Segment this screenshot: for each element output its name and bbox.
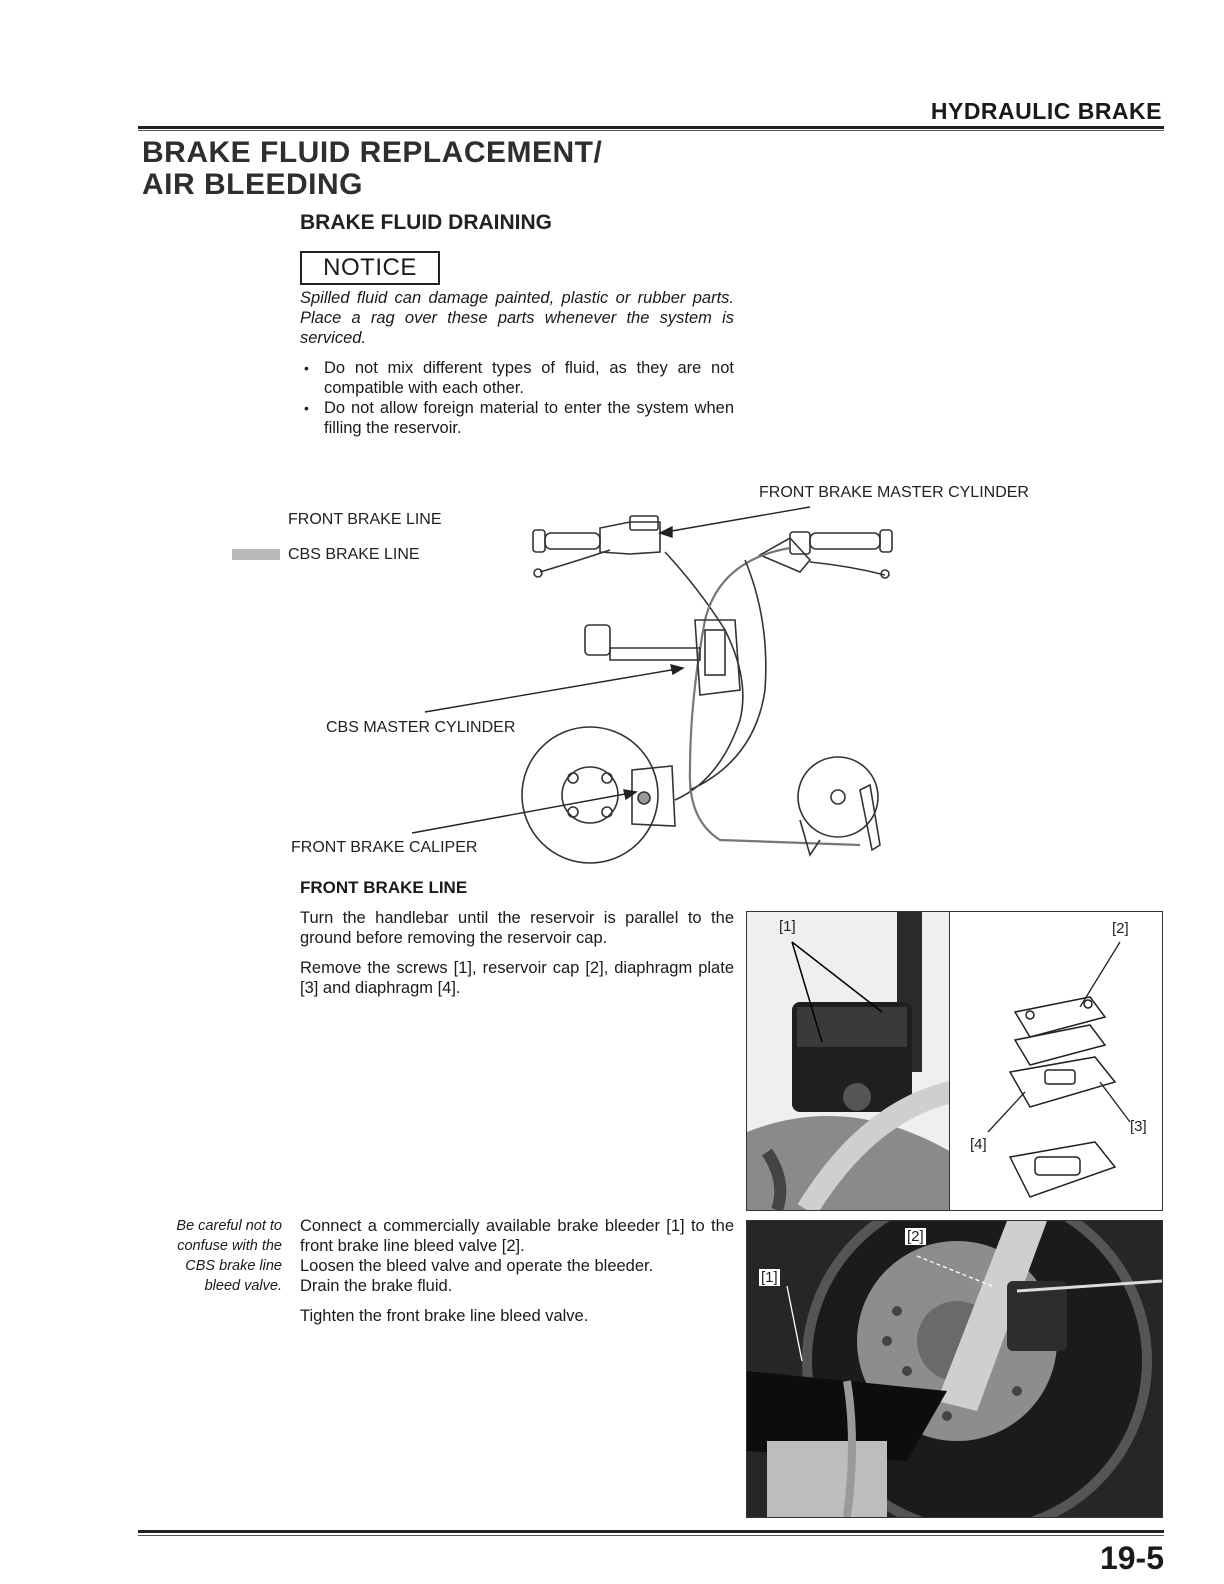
legend-cbs-swatch [232, 549, 280, 560]
photo1-callout-2: [2] [1112, 920, 1129, 937]
label-front-brake-caliper: FRONT BRAKE CALIPER [291, 839, 478, 856]
footer-rule [138, 1530, 1164, 1533]
master-cylinder-photo [746, 911, 952, 1211]
brake-system-diagram [400, 500, 920, 880]
page-title [142, 137, 602, 201]
tighten-instruction: Tighten the front brake line bleed valve. [300, 1307, 589, 1325]
cbs-lever-bracket [760, 538, 810, 572]
photo2-callout-1: [1] [761, 1269, 778, 1286]
removal-instruction: Remove the screws [1], reservoir cap [2], diaphragm plate [3] and diaphragm [4]. [300, 959, 734, 997]
label-cbs-master-cylinder: CBS MASTER CYLINDER [326, 719, 516, 736]
page-title-line1: BRAKE FLUID REPLACEMENT/ [142, 136, 603, 169]
header-rule [138, 126, 1164, 129]
reservoir-instruction: Turn the handlebar until the reservoir is parallel to the ground before removing the reservoir cap. [300, 909, 734, 947]
bleeder-instruction: Connect a commercially available brake bleeder [1] to the front brake line bleed valve [2]. [300, 1217, 734, 1255]
footer-rule-thin [138, 1535, 1164, 1536]
photo1-callout-3: [3] [1130, 1118, 1147, 1135]
caution-item: • Do not allow foreign material to enter the system when filling the reservoir. [304, 398, 734, 438]
rear-drum [798, 757, 878, 837]
bleeder-photo-art [747, 1221, 1162, 1517]
page-number: 19-5 [1099, 1540, 1164, 1576]
legend-cbs-brake-line: CBS BRAKE LINE [288, 546, 420, 563]
bleeder-photo [746, 1220, 1163, 1518]
caution-item: • Do not mix different types of fluid, as they are not compatible with each other. [304, 358, 734, 398]
loosen-instruction: Loosen the bleed valve and operate the bleeder. [300, 1257, 654, 1275]
reservoir-parts-diagram [949, 911, 1163, 1211]
legend-front-brake-line: FRONT BRAKE LINE [288, 511, 442, 528]
cbs-brake-line-path [690, 548, 860, 845]
side-note: Be careful not to confuse with the CBS brake line bleed valve. [176, 1218, 282, 1294]
right-lever [810, 562, 885, 575]
photo1-callout-4: [4] [970, 1136, 987, 1153]
notice-label: NOTICE [300, 251, 440, 285]
label-front-brake-master-cylinder: FRONT BRAKE MASTER CYLINDER [759, 484, 1029, 501]
caution-list [304, 358, 734, 438]
left-lever [540, 550, 610, 572]
left-grip-end [533, 530, 545, 552]
notice-text: Spilled fluid can damage painted, plastic or rubber parts. Place a rag over these parts whenever the system is serviced. [300, 289, 734, 347]
left-grip [545, 533, 600, 549]
photo2-callout-2: [2] [907, 1228, 924, 1245]
photo1-callout-1: [1] [779, 918, 796, 935]
right-grip [810, 533, 880, 549]
drain-instruction: Drain the brake fluid. [300, 1277, 453, 1295]
front-brake-line-heading: FRONT BRAKE LINE [300, 878, 468, 897]
reservoir-parts-art [950, 912, 1162, 1210]
brake-disc [522, 727, 658, 863]
rear-brake-arm [860, 785, 880, 850]
reservoir-cap [630, 516, 658, 530]
cbs-master-cylinder [695, 620, 740, 695]
subsection-title: BRAKE FLUID DRAINING [300, 211, 552, 234]
section-header: HYDRAULIC BRAKE [930, 98, 1162, 124]
page-title-line2: AIR BLEEDING [142, 168, 364, 201]
header-rule-thin [138, 130, 1164, 131]
master-cylinder-photo-art [747, 912, 951, 1210]
